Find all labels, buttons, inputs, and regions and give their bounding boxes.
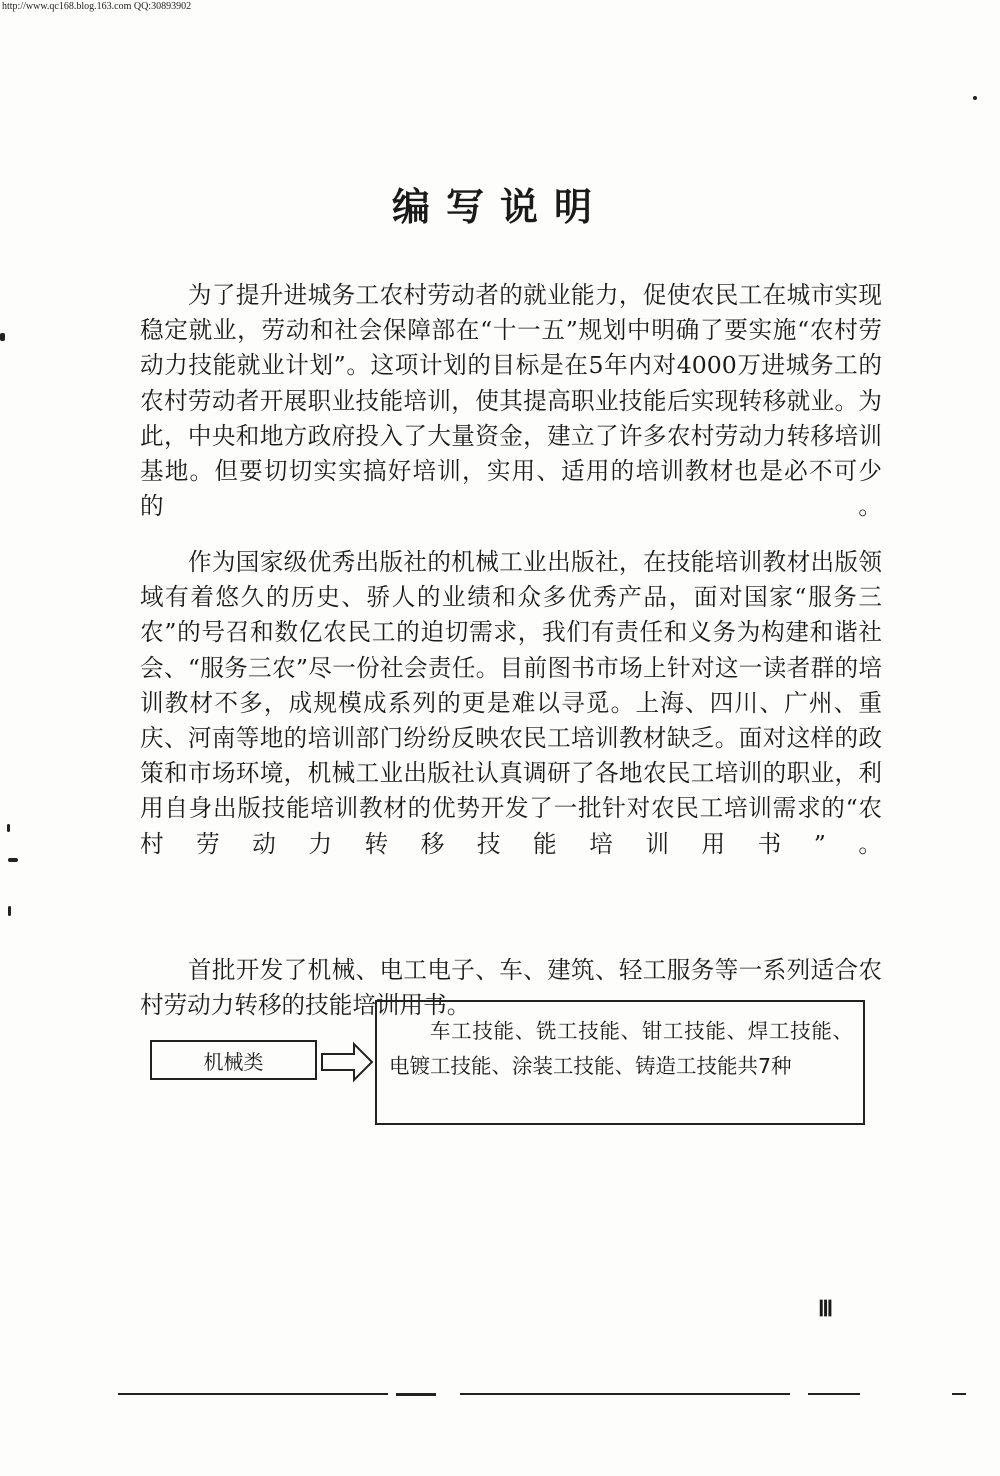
bottom-rule-mark	[952, 1393, 966, 1395]
paragraph-2: 作为国家级优秀出版社的机械工业出版社，在技能培训教材出版领域有着悠久的历史、骄人的业绩和众多优秀产品，面对国家“服务三农”的号召和数亿农民工的迫切需求，我们有责任和义务为构建和谐社会、“服务三农”尽一份社会责任。目前图书市场上针对这一读者群的培训教材不多，成规模成系列的更是难以寻觅。上海、四川、广州、重庆、河南等地的培训部门纷纷反映农民工培训教材缺乏。面对这样的政策和市场环境，机械工业出版社认真调研了各地农民工培训的职业，利用自身出版技能培训教材的优势开发了一批针对农民工培训需求的“农村劳动力转移技能培训用书”。	[140, 548, 882, 858]
scan-speck	[0, 333, 5, 341]
right-arrow-icon	[320, 1040, 376, 1084]
category-box: 机械类	[150, 1040, 317, 1080]
scan-speck	[973, 96, 977, 100]
page-number: Ⅲ	[818, 1296, 834, 1321]
page-title: 编写说明	[391, 185, 608, 229]
book-list-box: 车工技能、铣工技能、钳工技能、焊工技能、电镀工技能、涂装工技能、铸造工技能共7种	[375, 1000, 865, 1125]
source-url-header: http://www.qc168.blog.163.com QQ:30893902	[2, 1, 192, 12]
scan-speck	[8, 858, 18, 862]
bottom-rule-segment	[396, 1393, 436, 1396]
scan-speck	[7, 824, 10, 832]
bottom-rule-long	[460, 1393, 790, 1395]
paragraph-3: 首批开发了机械、电工电子、车、建筑、轻工服务等一系列适合农村劳动力转移的技能培训用书。	[140, 956, 882, 1020]
scan-speck	[8, 906, 11, 916]
bottom-rule	[118, 1393, 388, 1395]
bottom-rule-end	[808, 1393, 860, 1395]
paragraph-1: 为了提升进城务工农村劳动者的就业能力，促使农民工在城市实现稳定就业，劳动和社会保障部在“十一五”规划中明确了要实施“农村劳动力技能就业计划”。这项计划的目标是在5年内对4000万进城务工的农村劳动者开展职业技能培训，使其提高职业技能后实现转移就业。为此，中央和地方政府投入了大量资金，建立了许多农村劳动力转移培训基地。但要切切实实搞好培训，实用、适用的培训教材也是必不可少的。	[140, 281, 882, 521]
